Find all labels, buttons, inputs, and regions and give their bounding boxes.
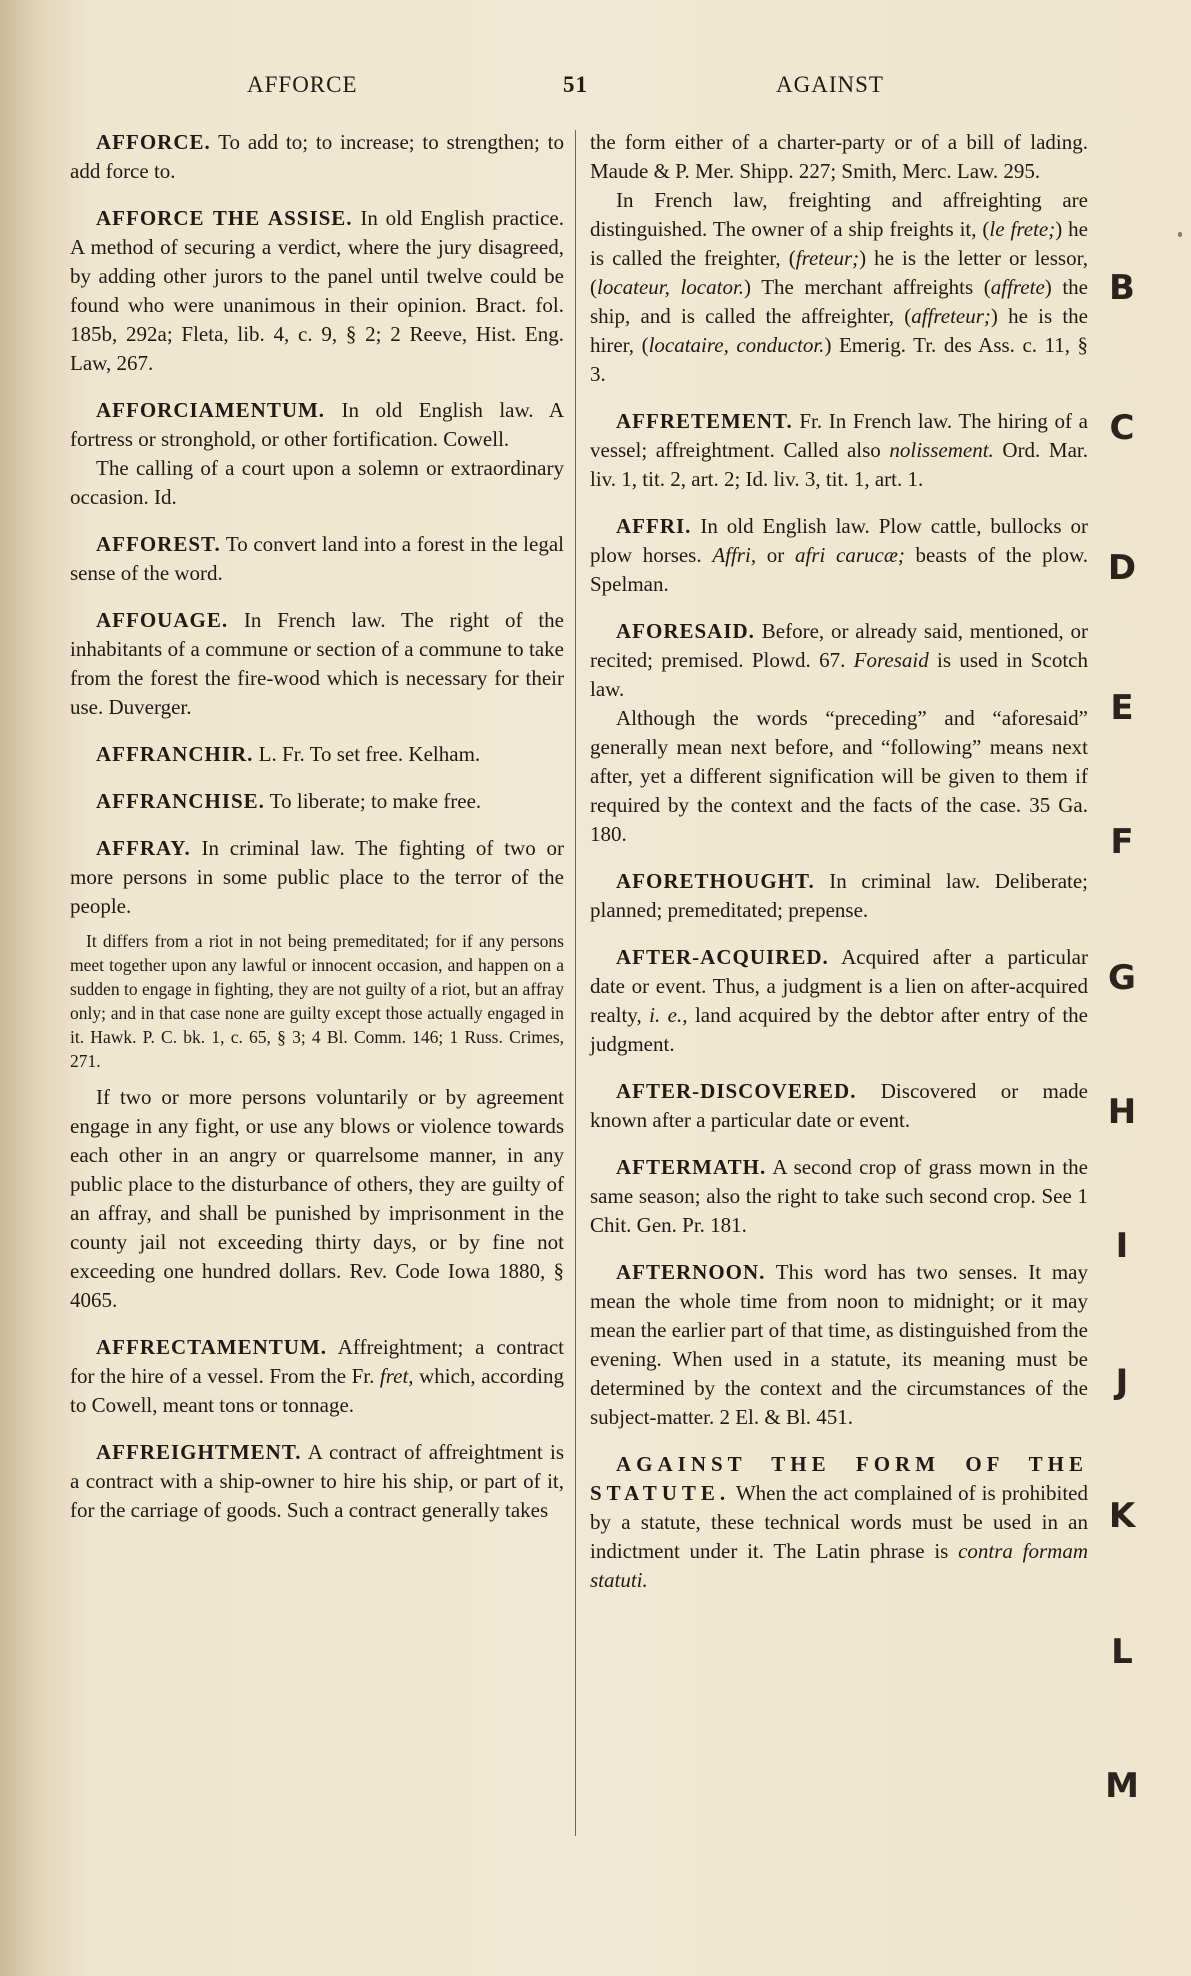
headword: AFFRANCHISE. xyxy=(96,789,265,813)
headword: AFFOREST. xyxy=(96,532,221,556)
definition: In old English law. Plow cattle, bullocks or plow horses. xyxy=(590,514,1088,567)
definition: Discovered or made known after a particular date or event. xyxy=(590,1079,1088,1132)
definition: This word has two senses. It may mean the whole time from noon to midnight; or it may mean the earlier part of that time, as distinguished from the evening. When used in a statute, its meaning must be determined by the context and the circumstances of the subject-matter. 2 El. & Bl. 451. xyxy=(590,1260,1088,1429)
definition: In criminal law. The fighting of two or more persons in some public place to the terror of the people. xyxy=(70,836,564,918)
entry-afforest xyxy=(70,530,564,588)
definition: In old English practice. A method of securing a verdict, where the jury disagreed, by adding other jurors to the panel until twelve could be found who were unanimous in their opinion. Bract. fol. 185b, 292a; Fleta, lib. 4, c. 9, § 2; 2 Reeve, Hist. Eng. Law, 267. xyxy=(70,206,564,375)
headword: AFTER-DISCOVERED. xyxy=(616,1079,857,1103)
definition: Fr. In French law. The hiring of a vessel; affreightment. Called also xyxy=(590,409,1088,462)
headword: AFTER-ACQUIRED. xyxy=(616,945,829,969)
headword: AFORESAID. xyxy=(616,619,755,643)
entry-after-acquired: AFTER-ACQUIRED. Acquired after a particular date or event. Thus, a judgment is a lien on after-acquired realty, i. e., land acquired by the debtor after entry of the judgment. xyxy=(590,945,1088,1056)
thumb-index-f[interactable]: F xyxy=(1110,822,1134,862)
headword: AFFORCE THE ASSISE. xyxy=(96,206,353,230)
thumb-index-l[interactable]: L xyxy=(1111,1632,1133,1672)
italic-term: i. e., xyxy=(649,1003,688,1027)
thumb-index-j[interactable]: J xyxy=(1115,1362,1129,1402)
italic-term: nolissement. xyxy=(889,438,994,462)
entry-afternoon xyxy=(590,1258,1088,1432)
definition: In old English law. A fortress or stronghold, or other fortification. Cowell. xyxy=(70,398,564,451)
definition: Before, or already said, mentioned, or recited; premised. Plowd. 67. xyxy=(590,619,1088,672)
thumb-index-h[interactable]: H xyxy=(1107,1092,1137,1132)
definition: To liberate; to make free. xyxy=(264,789,482,813)
italic-term: afri carucæ; xyxy=(794,543,905,567)
headword: AFTERNOON. xyxy=(616,1260,766,1284)
definition: In French law. The right of the inhabitants of a commune or section of a commune to take from the forest the fire-wood which is necessary for their use. Duverger. xyxy=(70,608,564,719)
thumb-index-k[interactable]: K xyxy=(1108,1496,1136,1536)
entry-aftermath xyxy=(590,1153,1088,1240)
italic-term: Affri, xyxy=(712,543,757,567)
entry-afforciamentum xyxy=(70,396,564,512)
entry-affreightment-continued xyxy=(590,128,1088,389)
headword: AFFORCIAMENTUM. xyxy=(96,398,326,422)
definition: Acquired after a particular date or event. Thus, a judgment is a lien on after-acquired realty, xyxy=(590,945,1088,1027)
entry-affranchise xyxy=(70,787,564,816)
left-column xyxy=(70,128,564,1543)
definition: To add to; to increase; to strengthen; to add force to. xyxy=(70,130,564,183)
definition-cont: which, according to Cowell, meant tons or tonnage. xyxy=(70,1364,564,1417)
headword: AFTERMATH. xyxy=(616,1155,767,1179)
italic-term: fret, xyxy=(379,1364,414,1388)
headword: AFFORCE. xyxy=(96,130,211,154)
thumb-index-e[interactable]: E xyxy=(1110,688,1134,728)
affray-note: It differs from a riot in not being premeditated; for if any persons meet together upon any lawful or innocent occasion, and happen on a sudden to engage in fighting, they are not guilty of a riot, but an affray only; and in that case none are guilty except those actually engaged in it. Hawk. P. C. bk. 1, c. 65, § 3; 4 Bl. Comm. 146; 1 Russ. Crimes, 271. xyxy=(70,931,564,1071)
running-header xyxy=(0,72,1191,108)
thumb-index-m[interactable]: M xyxy=(1105,1766,1139,1806)
headword: AFORETHOUGHT. xyxy=(616,869,815,893)
definition: When the act complained of is prohibited by a statute, these technical words must be used in an indictment under it. The Latin phrase is xyxy=(590,1481,1088,1563)
entry-affray xyxy=(70,834,564,1315)
entry-aforethought xyxy=(590,867,1088,925)
definition: To convert land into a forest in the legal sense of the word. xyxy=(70,532,564,585)
thumb-index-c[interactable]: C xyxy=(1109,408,1135,448)
column-divider xyxy=(575,130,576,1836)
definition-statute: If two or more persons voluntarily or by agreement engage in any fight, or use any blows or violence towards each other in an angry or quarrelsome manner, in any public place to the disturbance of others, they are guilty of an affray, and shall be punished by imprisonment in the county jail not exceeding thirty days, or by fine not exceeding one hundred dollars. Rev. Code Iowa 1880, § 4065. xyxy=(70,1085,564,1312)
entry-affranchir xyxy=(70,740,564,769)
headword: AGAINST THE FORM OF THE STATUTE. xyxy=(590,1452,1088,1505)
headword: AFFRAY. xyxy=(96,836,191,860)
french-law-paragraph: In French law, freighting and affreighting are distinguished. The owner of a ship freights it, (le frete;) he is called the freighter, (freteur;) he is the letter or lessor, (locateur, locator.) The merchant affreights (affrete) the ship, and is called the affreighter, (affreteur;) he is the hirer, (locataire, conductor.) Emerig. Tr. des Ass. c. 11, § 3. xyxy=(590,188,1089,386)
entry-affri: AFFRI. In old English law. Plow cattle, bullocks or plow horses. Affri, or afri carucæ; beasts of the plow. Spelman. xyxy=(590,514,1088,596)
definition: A second crop of grass mown in the same season; also the right to take such second crop. See 1 Chit. Gen. Pr. 181. xyxy=(590,1155,1088,1237)
entry-afforce-the-assise xyxy=(70,204,564,378)
page-number: 51 xyxy=(563,72,588,97)
headword: AFFRANCHIR. xyxy=(96,742,254,766)
definition-second-sense: The calling of a court upon a solemn or extraordinary occasion. Id. xyxy=(70,456,564,509)
definition: In criminal law. Deliberate; planned; premeditated; prepense. xyxy=(590,869,1088,922)
header-right-guideword: AGAINST xyxy=(776,72,884,97)
headword: AFFRECTAMENTUM. xyxy=(96,1335,328,1359)
thumb-index-b[interactable]: B xyxy=(1109,268,1135,308)
entry-afforce xyxy=(70,128,564,186)
right-column xyxy=(590,128,1088,1613)
entry-against-the-form-of-the-statute xyxy=(590,1450,1088,1595)
thumb-index-i[interactable]: I xyxy=(1115,1226,1129,1266)
paper-speck xyxy=(1178,232,1182,237)
definition-second-sense: Although the words “preceding” and “aforesaid” generally mean next before, and “following” means next after, yet a different signification will be given to them if required by the context and the facts of the case. 35 Ga. 180. xyxy=(590,706,1088,846)
header-left-guideword: AFFORCE xyxy=(247,72,358,97)
headword: AFFREIGHTMENT. xyxy=(96,1440,302,1464)
italic-term: contra formam statuti. xyxy=(590,1539,1088,1592)
definition: A contract of affreightment is a contract with a ship-owner to hire his ship, or part of it, for the carriage of goods. Such a contract generally takes xyxy=(70,1440,564,1522)
entry-affretement xyxy=(590,407,1088,494)
definition-continued: the form either of a charter-party or of a bill of lading. Maude & P. Mer. Shipp. 227; Smith, Merc. Law. 295. xyxy=(590,130,1088,183)
thumb-index-g[interactable]: G xyxy=(1108,958,1136,998)
thumb-index-d[interactable]: D xyxy=(1107,548,1137,588)
entry-affreightment xyxy=(70,1438,564,1525)
headword: AFFRI. xyxy=(616,514,692,538)
headword: AFFRETEMENT. xyxy=(616,409,793,433)
entry-aforesaid: AFORESAID. Before, or already said, mentioned, or recited; premised. Plowd. 67. Foresaid is used in Scotch law. Although the words “preceding” and “aforesaid” generally mean next before, and “following” means next after, yet a different signification will be given to them if required by the context and the facts of the case. 35 Ga. 180. xyxy=(590,617,1088,849)
italic-term: Foresaid xyxy=(853,648,929,672)
definition-cont: Ord. Mar. liv. 1, tit. 2, art. 2; Id. liv. 3, tit. 1, art. 1. xyxy=(590,438,1088,491)
definition: L. Fr. To set free. Kelham. xyxy=(253,742,481,766)
entry-affrectamentum xyxy=(70,1333,564,1420)
entry-affouage xyxy=(70,606,564,722)
definition: Affreightment; a contract for the hire of a vessel. From the Fr. xyxy=(70,1335,564,1388)
entry-after-discovered xyxy=(590,1077,1088,1135)
headword: AFFOUAGE. xyxy=(96,608,229,632)
